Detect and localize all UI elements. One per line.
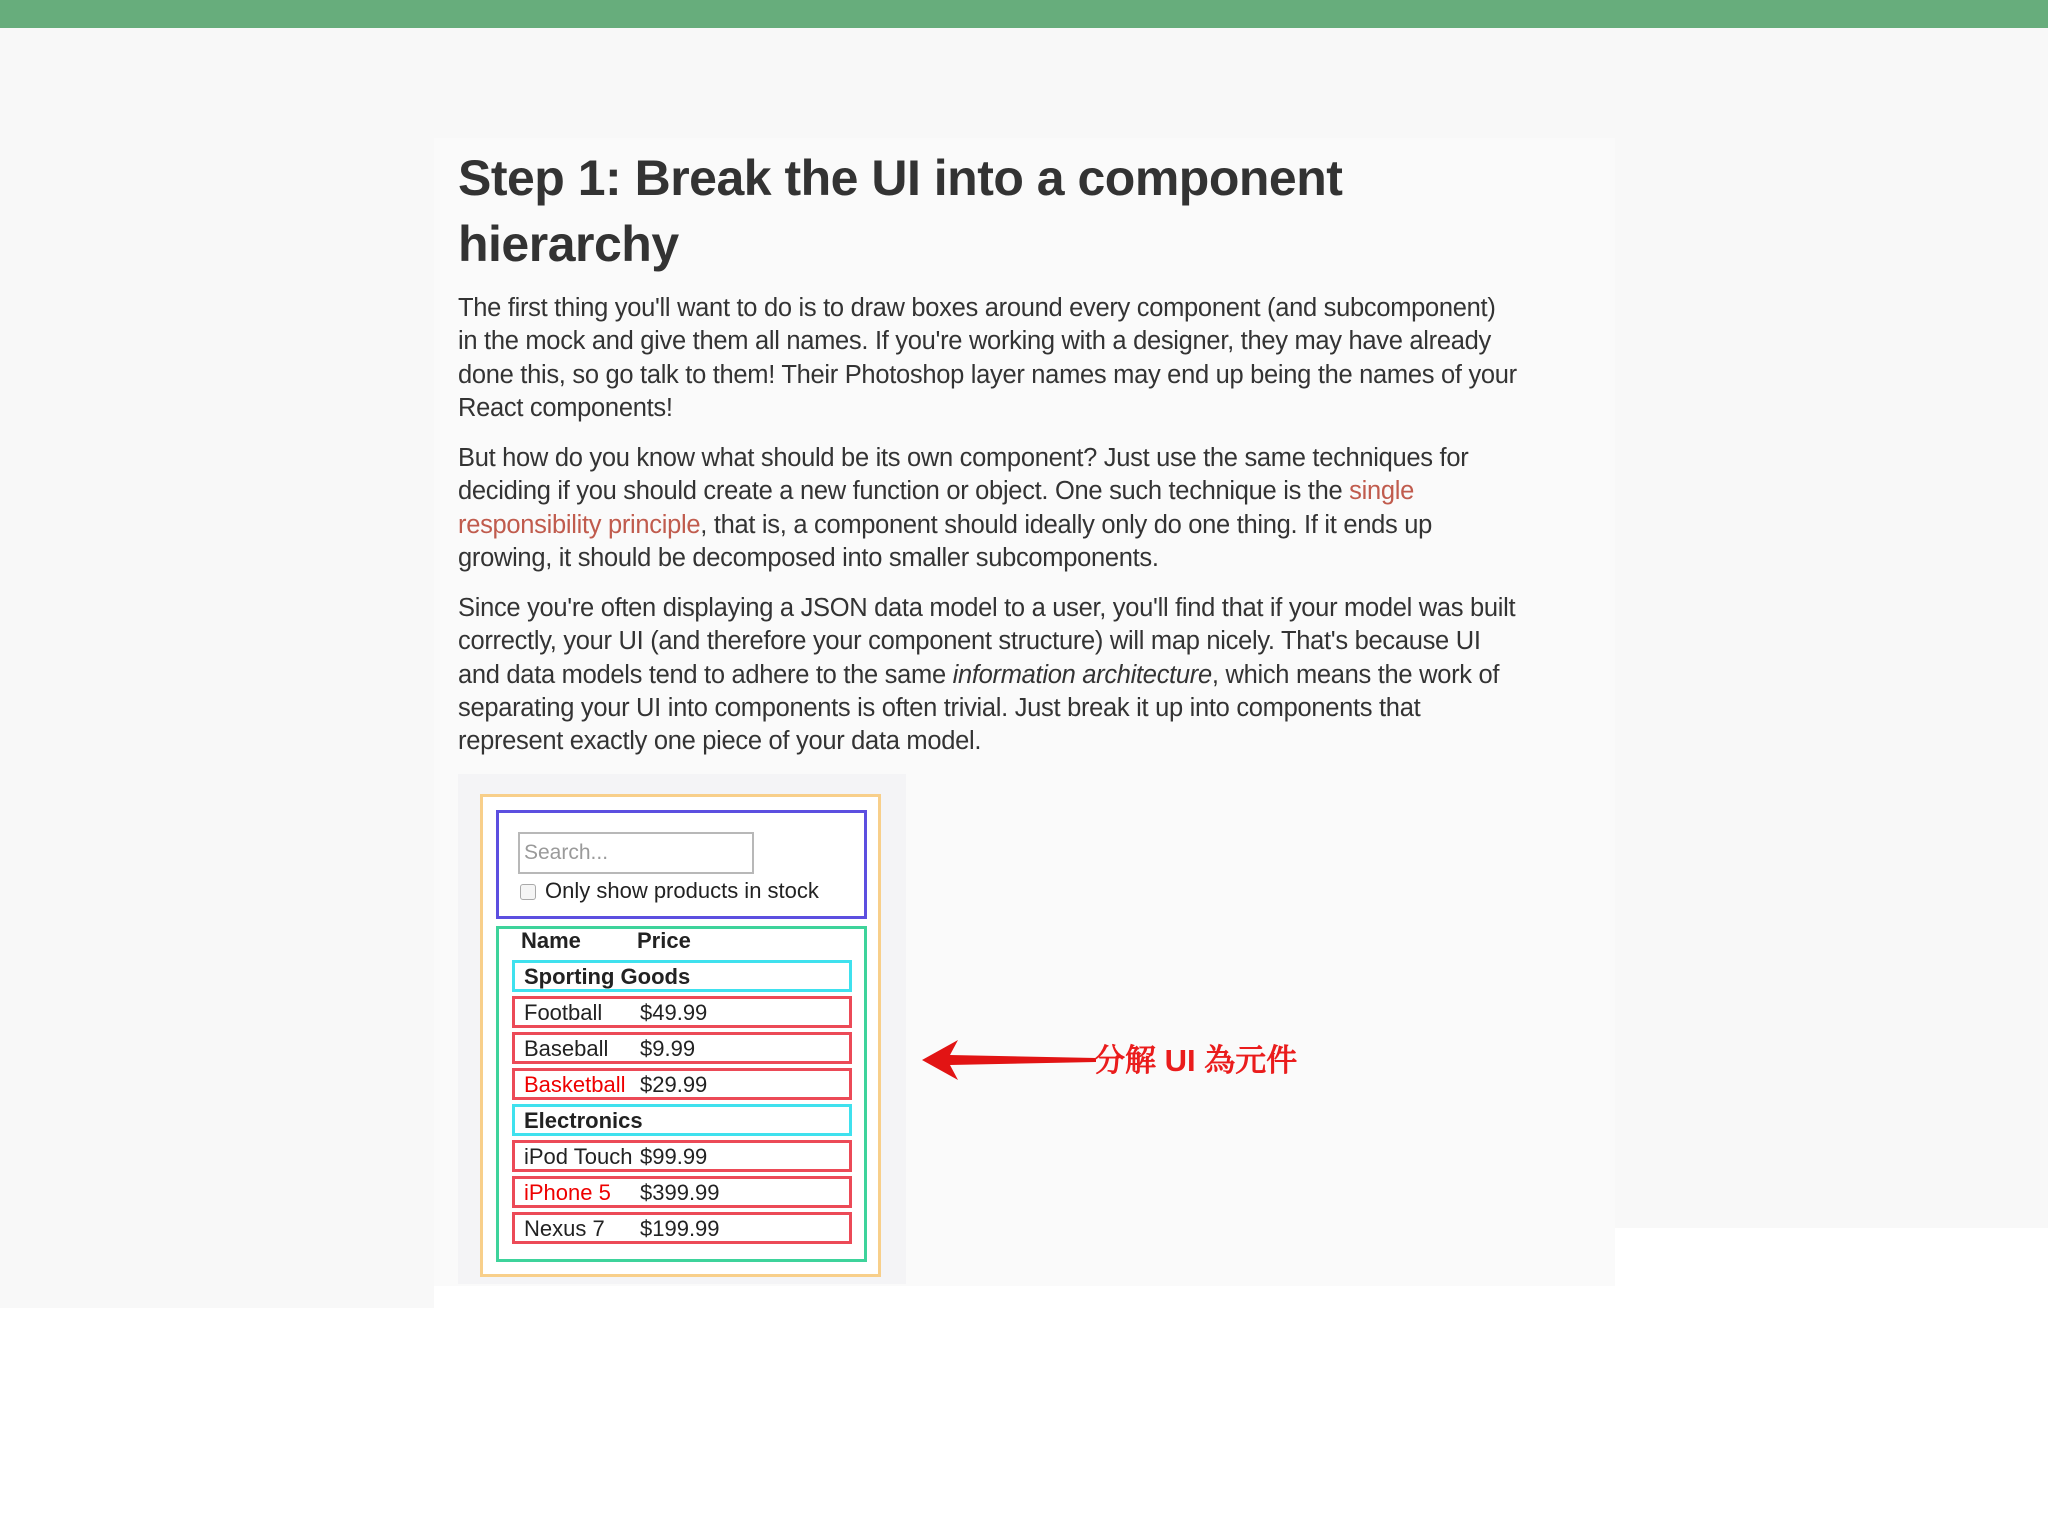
category-name: Sporting Goods xyxy=(524,964,691,989)
left-arrow-icon xyxy=(918,1034,1098,1086)
srp-paragraph-text-before: But how do you know what should be its own component? Just use the same techniques for deciding if you should create a new function or object. One such technique is the xyxy=(458,444,1469,506)
product-name-out-of-stock: Basketball xyxy=(524,1072,626,1097)
product-row xyxy=(512,996,852,1028)
product-price: $9.99 xyxy=(640,1036,696,1061)
product-price: $99.99 xyxy=(640,1144,708,1169)
annotation-label: 分解 UI 為元件 xyxy=(1094,1043,1298,1078)
json-paragraph-text-before: Since you're often displaying a JSON data model to a user, you'll find that if your model was built correctly, your UI (and therefore your component structure) will map nicely. That's because UI and data models tend to adhere to the same xyxy=(458,594,1516,689)
column-header-price: Price xyxy=(637,928,691,953)
page-background-left xyxy=(0,28,434,1308)
product-price: $399.99 xyxy=(640,1180,720,1205)
page-background-top xyxy=(434,28,1615,138)
srp-paragraph xyxy=(458,442,1518,575)
product-price: $49.99 xyxy=(640,1000,708,1025)
product-row xyxy=(512,1068,852,1100)
json-paragraph-text-after: , which means the work of separating your UI into components is often trivial. Just break it up into components that represent exactly one piece of your data model. xyxy=(458,660,1500,756)
product-price: $199.99 xyxy=(640,1216,720,1241)
category-name: Electronics xyxy=(524,1108,643,1133)
single-responsibility-link[interactable]: single responsibility principle xyxy=(458,477,1414,539)
json-model-paragraph xyxy=(458,592,1518,758)
product-row xyxy=(512,1140,852,1172)
information-architecture-emphasis: information architecture xyxy=(952,660,1212,689)
product-name-out-of-stock: iPhone 5 xyxy=(524,1180,611,1205)
product-row xyxy=(512,1176,852,1208)
srp-paragraph-text-after: , that is, a component should ideally only do one thing. If it ends up growing, it should be decomposed into smaller subcomponents. xyxy=(458,510,1432,572)
product-price: $29.99 xyxy=(640,1072,708,1097)
in-stock-checkbox[interactable] xyxy=(520,884,536,900)
product-row xyxy=(512,1032,852,1064)
top-accent-bar xyxy=(0,0,2048,28)
category-row xyxy=(512,1104,852,1136)
page-title: Step 1: Break the UI into a component hierarchy xyxy=(458,150,1343,272)
page-background-right xyxy=(1615,28,2048,1228)
intro-paragraph: The first thing you'll want to do is to draw boxes around every component (and subcomponent) in the mock and give them all names. If you're working with a designer, they may have already done this, so go talk to them! Their Photoshop layer names may end up being the names of your React components! xyxy=(458,294,1517,422)
product-name: Baseball xyxy=(524,1036,609,1061)
category-row xyxy=(512,960,852,992)
in-stock-label: Only show products in stock xyxy=(545,878,819,903)
product-name: iPod Touch xyxy=(524,1144,633,1169)
product-name: Nexus 7 xyxy=(524,1216,605,1241)
product-row xyxy=(512,1212,852,1244)
product-name: Football xyxy=(524,1000,603,1025)
column-header-name: Name xyxy=(521,928,581,953)
search-input[interactable] xyxy=(518,832,754,874)
